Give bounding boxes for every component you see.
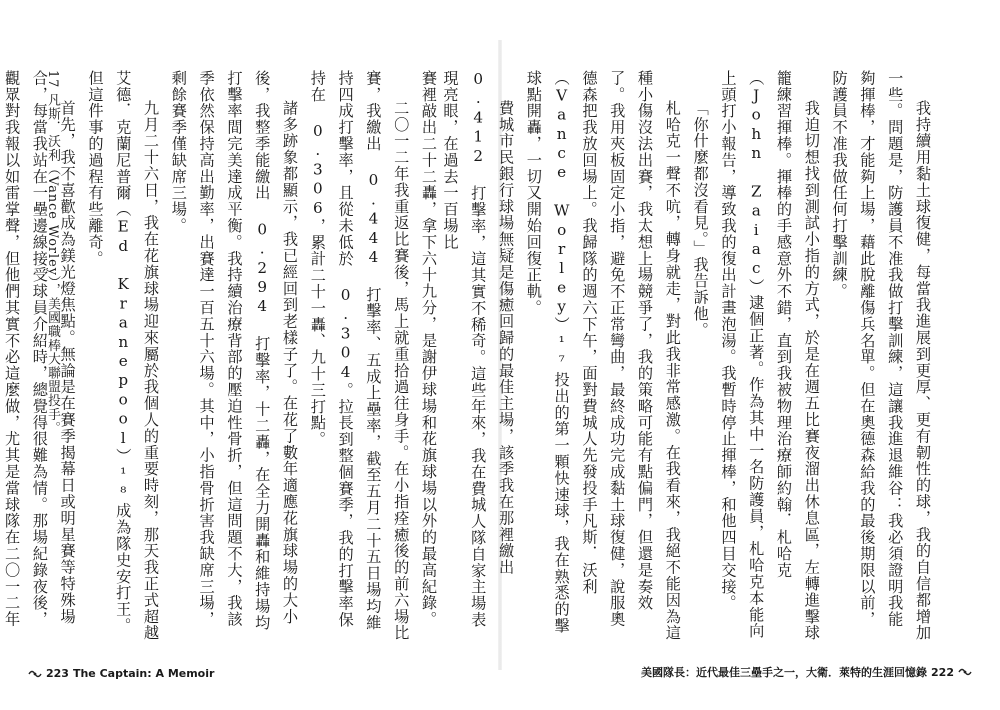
right-page — [441, 0, 1000, 710]
right-footer — [641, 664, 972, 680]
paragraph: 九月二十六日，我在花旗球場迎來屬於我個人的重要時刻，那天我正式超越艾德．克蘭尼普爾（Ed Kranepool）¹⁸成為隊史安打王。但這件事的過程有些離奇。 — [86, 70, 161, 642]
paragraph: 諸多跡象都顯示，我已經回到老樣子了。在花了數年適應花旗球場的大小後，我整季能繳出 0.294 打擊率，十二轟，在全力開轟和維持場均打擊率間完美達成平衡。我持續治療背部的壓迫性骨折，但這問題不大，我該季依然保持高出勤率，出賽達一百五十六場。其中，小指骨折害我缺席三場，剩餘賽季僅缺席三場。 — [169, 70, 300, 631]
running-title: The Captain: A Memoir — [72, 667, 215, 680]
paragraph: 賽裡敲出二十二轟，拿下六十九分，是謝伊球場和花旗球場以外的最高紀錄。 — [420, 70, 438, 628]
footnote-number: 17 — [45, 70, 60, 89]
paragraph: 二〇一二年我重返比賽後，馬上就重拾過往身手。在小指痊癒後的前六場比賽，我繳出 0.444 打擊率、五成上壘率，截至五月二十五日場均維持四成打擊率，且從未低於 0.304。拉長到整個賽季，我的打擊率保持在 0.306，累計二十一轟、九十三打點。 — [308, 70, 411, 642]
paragraph: 札哈克一聲不吭，轉身就走，對此我非常感激。在我看來，我絕不能因為這種小傷沒法出賽，我太想上場競爭了，我的策略可能有點偏門，但還是奏效了。我用夾板固定小指，避免不正常彎曲，最終成功完成黏土球復健，說服奧德森把我放回場上。我歸隊的週六下午，面對費城人先發投手凡斯．沃利（Vance Worley）¹⁷投出的第一顆快速球，我在熟悉的擊球點開轟，一切又開始回復正軌。 — [524, 70, 682, 642]
footnote — [42, 70, 62, 640]
paragraph: 首先，我不喜歡成為鎂光燈焦點。無論是在賽季揭幕日或明星賽等特殊場合，每當我站在一壘邊線接受球員介紹時，總覺得很難為情。那場紀錄夜後，觀眾對我報以如雷掌聲，但他們其實不必這麼做，尤其是當球隊在二〇一二年 — [3, 70, 77, 628]
running-title: 美國隊長：近代最佳三壘手之一，大衛．萊特的生涯回憶錄 — [641, 666, 928, 679]
right-body-text — [441, 70, 936, 642]
page-number: 222 — [931, 665, 954, 679]
paragraph: 費城市民銀行球場無疑是傷癒回歸的最佳主場，該季我在那裡繳出 0.412 打擊率，這其實不稀奇。這些年來，我在費城人隊自家主場表現亮眼，在過去一百場比 — [441, 70, 516, 628]
footnote-text: 凡斯．沃利（Vance Worley），美國職棒大聯盟投手。 — [45, 93, 60, 436]
left-body-text — [3, 70, 442, 642]
left-footer — [28, 667, 214, 680]
paragraph: 我持續用黏土球復健，每當我進展到更厚、更有韌性的球，我的自信都增加一些。問題是，防護員不准我做打擊訓練，這讓我進退維谷：我必須證明我能夠揮棒，才能夠上場，藉此脫離傷兵名單。但在奧德森給我的最後期限以前，防護員不准我做任何打擊訓練。 — [830, 70, 932, 642]
ornament-icon — [28, 669, 42, 679]
paragraph: 「你什麼都沒看見。」我告訴他。 — [691, 100, 710, 339]
paragraph: 我迫切想找到測試小指的方式，於是在週五比賽夜溜出休息區，左轉進擊球籠練習揮棒。揮棒的手感意外不錯，直到我被物理治療師約翰．札哈克（John Zaiac）逮個正著。作為其中一名防護員，札哈克本能向上頭打小報告，導致我的復出計畫泡湯。我暫時停止揮棒，和他四目交接。 — [719, 70, 821, 642]
page-number: 223 — [46, 667, 69, 680]
ornament-icon — [958, 667, 972, 677]
